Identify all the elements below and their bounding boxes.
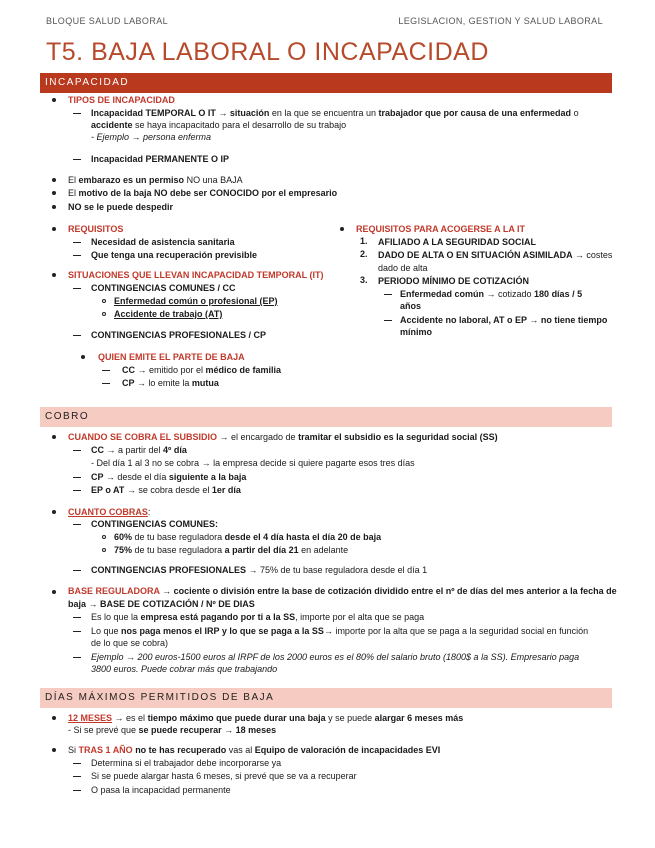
quien-heading: QUIEN EMITE EL PARTE DE BAJA xyxy=(98,352,245,362)
del-dia-line: - Del día 1 al 3 no se cobra → la empresa decide si quiere pagarte esos tres días xyxy=(91,457,415,469)
r3a-line-2: años xyxy=(400,301,422,311)
arrow-icon xyxy=(529,315,538,325)
dash xyxy=(102,370,110,371)
req-it-heading: REQUISITOS PARA ACOGERSE A LA IT xyxy=(356,224,526,234)
arrow-icon xyxy=(324,626,333,636)
com1-line: Enfermedad común o profesional (EP) xyxy=(114,296,278,306)
arrow-icon xyxy=(224,725,233,735)
d2-2-line: Si se puede alargar hasta 6 meses, si prevé que se va a recuperar xyxy=(91,771,357,781)
cuanto-heading: CUANTO COBRAS: xyxy=(68,507,151,517)
com2-line: Accidente de trabajo (AT) xyxy=(114,309,223,319)
despedir-line: NO se le puede despedir xyxy=(68,202,174,212)
dash xyxy=(73,790,81,791)
header-right: LEGISLACION, GESTION Y SALUD LABORAL xyxy=(398,16,603,26)
arrow-icon xyxy=(487,289,496,299)
bullet xyxy=(52,191,56,195)
dash xyxy=(73,255,81,256)
dash xyxy=(73,490,81,491)
dash xyxy=(73,657,81,658)
r3b-line: Accidente no laboral, AT o EP → no tiene tiempo xyxy=(400,314,607,326)
ejemplo-line: - Ejemplo → persona enferma xyxy=(91,131,211,143)
base-line: BASE REGULADORA → cociente o división entre la base de cotización dividido entre el nº de días del mes anterior a la fecha de xyxy=(68,585,617,597)
page-title: T5. BAJA LABORAL O INCAPACIDAD xyxy=(46,38,489,66)
number-2: 2. xyxy=(360,249,368,259)
bullet xyxy=(81,355,85,359)
cuando-line: CUANDO SE COBRA EL SUBSIDIO → el encargado de tramitar el subsidio es la seguridad social (SS) xyxy=(68,431,498,443)
b3-line: Ejemplo → 200 euros-1500 euros al IRPF de los 2000 euros es el 80% del salario bruto (1800$ a la SS). Empresario paga xyxy=(91,651,579,663)
cc-line: CC → emitido por el médico de familia xyxy=(122,364,281,376)
section-cobro: COBRO xyxy=(40,407,612,427)
r3-line: PERIODO MÍNIMO DE COTIZACIÓN xyxy=(378,276,530,286)
ring-bullet xyxy=(102,548,106,552)
d1-line-2: - Si se prevé que se puede recuperar → 18 meses xyxy=(68,724,276,736)
dash xyxy=(73,631,81,632)
arrow-icon xyxy=(202,458,211,468)
dash xyxy=(73,113,81,114)
temp-line: Incapacidad TEMPORAL O IT → situación en la que se encuentra un trabajador que por causa de una enfermedad o xyxy=(91,107,579,119)
dash xyxy=(73,617,81,618)
d2-line: Si TRAS 1 AÑO no te has recuperado vas al Equipo de valoración de incapacidades EVI xyxy=(68,745,441,755)
header-left: BLOQUE SALUD LABORAL xyxy=(46,16,169,26)
dash xyxy=(73,159,81,160)
b1-line: Es lo que la empresa está pagando por ti a la SS, importe por el alta que se paga xyxy=(91,612,425,622)
arrow-icon xyxy=(138,365,147,375)
requisitos-heading: REQUISITOS xyxy=(68,224,124,234)
req2-line: Que tenga una recuperación previsible xyxy=(91,250,258,260)
tipos-heading: TIPOS DE INCAPACIDAD xyxy=(68,95,175,105)
dash xyxy=(73,335,81,336)
cobro-comunes-line: CONTINGENCIAS COMUNES: xyxy=(91,519,219,529)
arrow-icon xyxy=(127,485,136,495)
d2-3-line: O pasa la incapacidad permanente xyxy=(91,785,231,795)
number-3: 3. xyxy=(360,275,368,285)
bullet xyxy=(52,178,56,182)
r2-line: DADO DE ALTA O EN SITUACIÓN ASIMILADA → costes xyxy=(378,249,612,261)
situaciones-heading: SITUACIONES QUE LLEVAN INCAPACIDAD TEMPORAL (IT) xyxy=(68,270,324,280)
section-incapacidad: INCAPACIDAD xyxy=(40,73,612,93)
cobro-prof-line: CONTINGENCIAS PROFESIONALES → 75% de tu base reguladora desde el día 1 xyxy=(91,564,427,576)
cobro-ep-line: EP o AT → se cobra desde el 1er día xyxy=(91,484,241,496)
ring-bullet xyxy=(102,299,106,303)
ring-bullet xyxy=(102,312,106,316)
dash xyxy=(73,242,81,243)
bullet xyxy=(52,98,56,102)
arrow-icon xyxy=(89,599,98,609)
arrow-icon xyxy=(162,586,171,596)
cobro-cc-line: CC → a partir del 4º día xyxy=(91,444,187,456)
dash xyxy=(73,776,81,777)
p60-line: 60% de tu base reguladora desde el 4 día hasta el día 20 de baja xyxy=(114,532,382,542)
d2-1-line: Determina si el trabajador debe incorporarse ya xyxy=(91,758,282,768)
bullet xyxy=(52,716,56,720)
bullet xyxy=(52,273,56,277)
r2-line-2: dado de alta xyxy=(378,263,428,273)
ring-bullet xyxy=(102,535,106,539)
bullet xyxy=(52,590,56,594)
dash xyxy=(384,294,392,295)
motivo-line: El motivo de la baja NO debe ser CONOCIDO por el empresario xyxy=(68,188,338,198)
bullet xyxy=(52,205,56,209)
b2-line: Lo que nos paga menos el IRP y lo que se paga a la SS→ importe por la alta que se paga a la seguridad social en función xyxy=(91,625,588,637)
p75-line: 75% de tu base reguladora a partir del día 21 en adelante xyxy=(114,545,349,555)
permanente-line: Incapacidad PERMANENTE O IP xyxy=(91,154,230,164)
r1-line: AFILIADO A LA SEGURIDAD SOCIAL xyxy=(378,237,536,247)
arrow-icon xyxy=(107,445,116,455)
arrow-icon xyxy=(126,652,135,662)
bullet xyxy=(52,510,56,514)
arrow-icon xyxy=(106,472,115,482)
number-1: 1. xyxy=(360,236,368,246)
arrow-icon xyxy=(220,432,229,442)
cp-line: CP → lo emite la mutua xyxy=(122,377,219,389)
req1-line: Necesidad de asistencia sanitaria xyxy=(91,237,235,247)
dash xyxy=(73,450,81,451)
cobro-cp-line: CP → desde el día siguiente a la baja xyxy=(91,471,246,483)
base-line-2: baja → BASE DE COTIZACIÓN / Nº DE DIAS xyxy=(68,598,255,610)
bullet xyxy=(52,227,56,231)
bullet xyxy=(52,748,56,752)
embarazo-line: El embarazo es un permiso NO una BAJA xyxy=(68,175,243,185)
dash xyxy=(73,570,81,571)
dash xyxy=(73,288,81,289)
arrow-icon xyxy=(575,250,584,260)
b3-line-2: 3800 euros. Puede cobrar más que trabajando xyxy=(91,664,278,674)
arrow-icon xyxy=(137,378,146,388)
arrow-icon xyxy=(249,565,258,575)
dash xyxy=(73,477,81,478)
bullet xyxy=(340,227,344,231)
dash xyxy=(73,524,81,525)
section-dias: DÍAS MÁXIMOS PERMITIDOS DE BAJA xyxy=(40,688,612,708)
arrow-icon xyxy=(218,108,227,118)
bullet xyxy=(52,435,56,439)
d1-line: 12 MESES → es el tiempo máximo que puede durar una baja y se puede alargar 6 meses más xyxy=(68,712,463,724)
comunes-line: CONTINGENCIAS COMUNES / CC xyxy=(91,283,236,293)
r3a-line: Enfermedad común → cotizado 180 días / 5 xyxy=(400,288,582,300)
arrow-icon xyxy=(115,713,124,723)
dash xyxy=(384,320,392,321)
arrow-icon xyxy=(132,132,141,142)
temp-line-2: accidente se haya incapacitado para el desarrollo de su trabajo xyxy=(91,120,347,130)
b2-line-2: de lo que se cobra) xyxy=(91,638,169,648)
dash xyxy=(73,763,81,764)
profesionales-line: CONTINGENCIAS PROFESIONALES / CP xyxy=(91,330,267,340)
r3b-line-2: mínimo xyxy=(400,327,433,337)
dash xyxy=(102,383,110,384)
